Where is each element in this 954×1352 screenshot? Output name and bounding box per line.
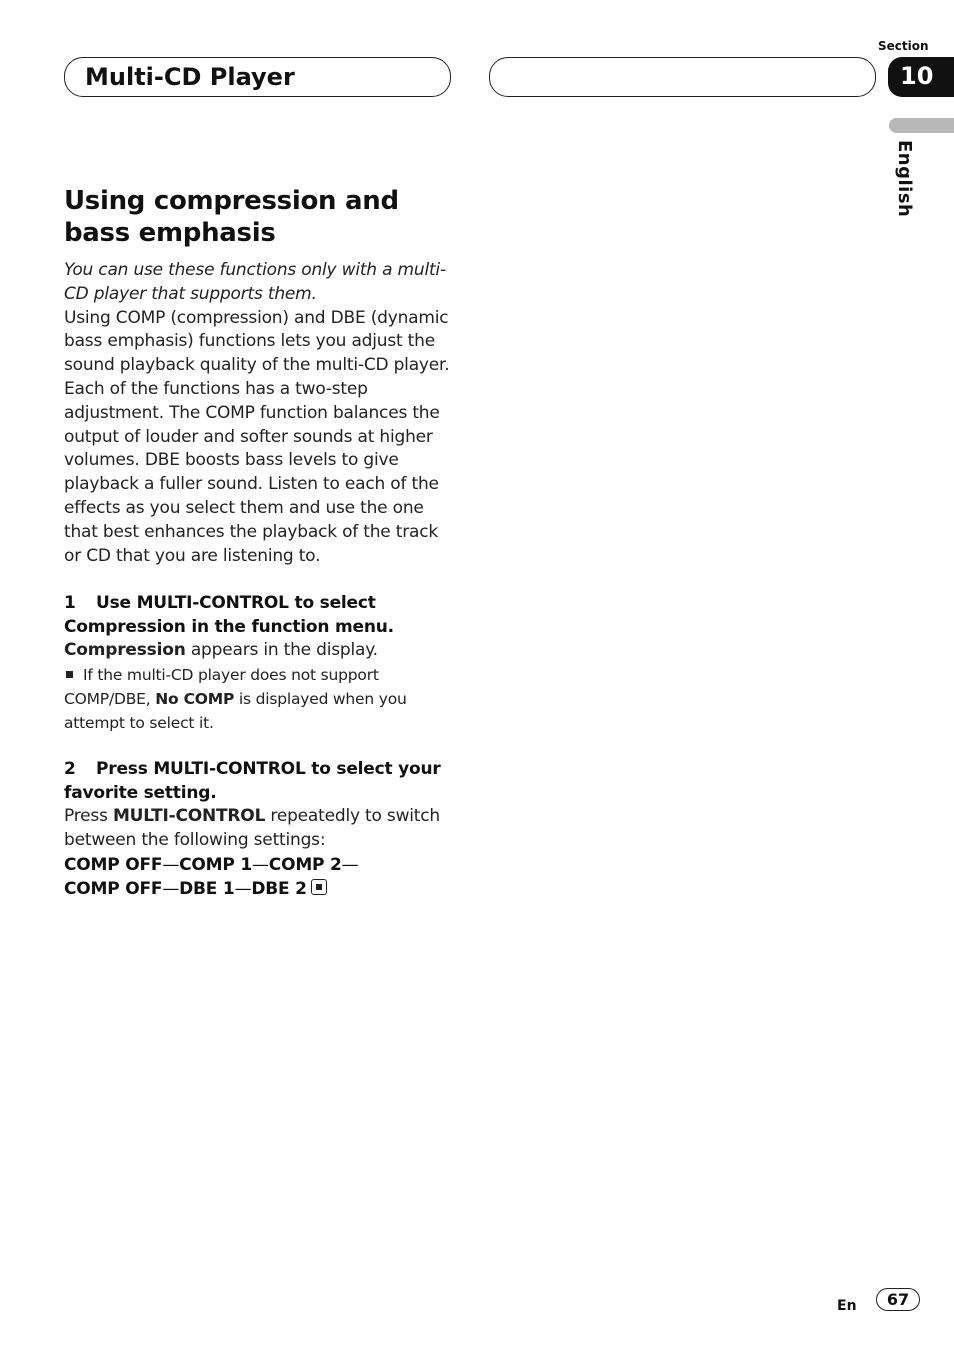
step-instruction [64, 805, 456, 853]
step-number: 1 [64, 593, 76, 614]
instruction-bold: MULTI-CONTROL [112, 806, 266, 827]
note-bold: No COMP [155, 690, 235, 709]
note-text-pre: If the multi-CD player does not support COMP/DBE, [64, 666, 379, 709]
setting-comp-off: COMP OFF [64, 854, 163, 875]
section-label: Section [878, 39, 929, 53]
setting-comp-1: COMP 1 [179, 854, 252, 875]
page-number: 67 [876, 1288, 920, 1311]
setting-comp-off: COMP OFF [64, 878, 163, 899]
header-title-frame [64, 57, 451, 97]
intro-body: Using COMP (compression) and DBE (dynamic bass emphasis) functions lets you adjust the sound playback quality of the multi-CD player. Each of the functions has a two-step adjustment. The COMP function balances the output of louder and softer sounds at higher volumes. DBE boosts bass levels to give playback a fuller sound. Listen to each of the effects as you select them and use the one that best enhances the playback of the track or CD that you are listening to. [64, 307, 450, 566]
separator: — [234, 878, 252, 899]
section-badge [888, 57, 954, 97]
display-name: Compression [64, 640, 186, 661]
setting-dbe-2: DBE 2 [251, 878, 307, 899]
step-2 [64, 757, 456, 901]
section-heading: Using compression and bass emphasis [64, 186, 399, 248]
language-tab-marker [889, 118, 954, 133]
main-content [64, 185, 456, 901]
separator: — [162, 878, 180, 899]
footer-language-code: En [837, 1298, 857, 1314]
step-1 [64, 591, 456, 735]
note-text-post: is displayed when you attempt to select it. [64, 690, 407, 733]
step-heading [64, 757, 456, 805]
instruction-post: repeatedly to switch between the following settings: [64, 806, 440, 850]
header-title: Multi-CD Player [85, 63, 295, 91]
language-label: English [894, 140, 915, 218]
setting-dbe-1: DBE 1 [179, 878, 235, 899]
instruction-pre: Press [64, 806, 113, 827]
step-note [64, 663, 456, 735]
settings-sequence [64, 853, 456, 901]
setting-comp-2: COMP 2 [268, 854, 342, 875]
step-result [64, 639, 456, 663]
section-number: 10 [900, 62, 934, 90]
header-blank-frame [489, 57, 876, 97]
step-number: 2 [64, 759, 76, 780]
separator: — [341, 854, 359, 875]
end-of-section-icon [311, 879, 327, 895]
note-bullet-icon [66, 671, 73, 678]
step-heading-text: Use MULTI-CONTROL to select Compression in the function menu. [64, 593, 394, 638]
step-heading [64, 591, 456, 639]
separator: — [251, 854, 269, 875]
step-result-text: appears in the display. [185, 640, 378, 661]
separator: — [162, 854, 180, 875]
intro-note: You can use these functions only with a multi-CD player that supports them. [64, 260, 446, 304]
step-heading-text: Press MULTI-CONTROL to select your favorite setting. [64, 759, 441, 804]
